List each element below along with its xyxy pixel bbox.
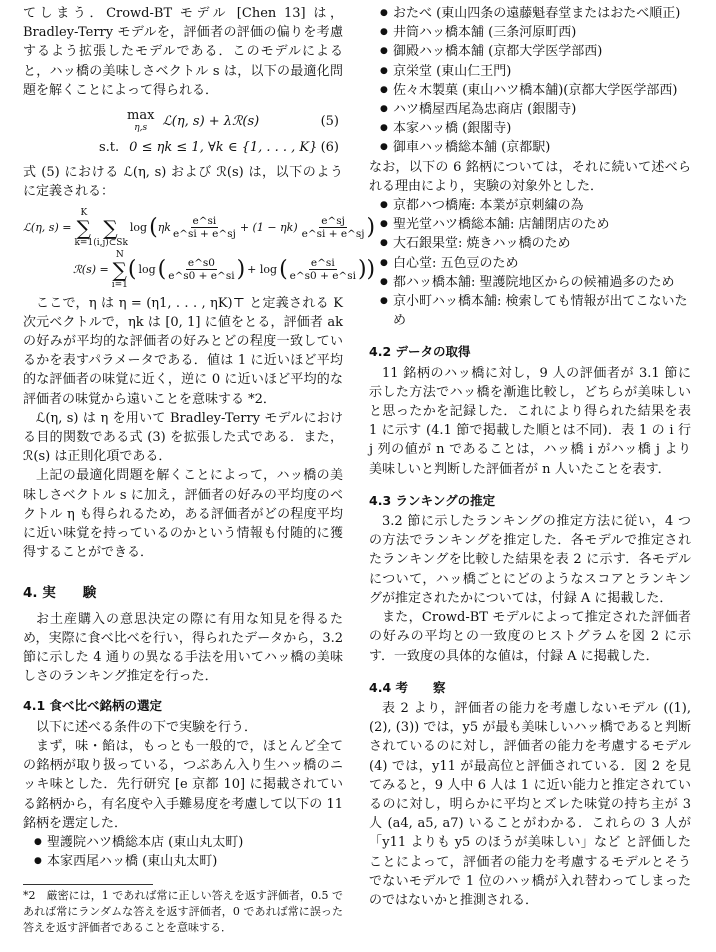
equation-number: (5)	[320, 114, 339, 130]
equation-R: ℛ(s) = N ∑ i=1 ( log ( $\frac{e\^{}s0}{e\^{}s0 + e\^{}si}$ ) + log ( $\frac{e\^{}si}{e\^{}s0 + e\^{}si}$ ))	[73, 249, 376, 290]
paragraph: まず，味・餡は，もっとも一般的で，ほとんど全ての銘柄が取り扱っている，つぶあん入り生ハッ橋のニッキ味とした．先行研究 [e 京都 10] に掲載されている銘柄から，有名度や入手難易度を考慮して以下の 11 銘柄を選定した．	[23, 738, 343, 831]
sum-symbol: K ∑ k=1	[74, 207, 94, 248]
excluded-brand-list	[369, 196, 691, 330]
section-heading: 4. 実 験	[23, 585, 97, 602]
paragraph: 3.2 節に示したランキングの推定方法に従い，4 つの方法でランキングを推定した．各モデルで推定されたランキングを比較した結果を表 2 に示す．各モデルについて，ハッ橋ごとにどのようなスコアとランキングが推定されたかについては，付録 A に掲載した．	[369, 514, 691, 606]
subsection-heading: 4.3 ランキングの推定	[369, 492, 496, 508]
paragraph: 上記の最適化問題を解くことによって，ハッ橋の美味しさベクトル s に加え，評価者の好みの平均度のベクトル η も得られるため，ある評価者がどの程度平均に近い味覚を持っているのかという情報も付随的に獲得することができる．	[23, 468, 343, 561]
right-column	[369, 4, 691, 910]
log-label: log	[138, 263, 156, 277]
left-column	[23, 4, 376, 871]
equation-5	[23, 110, 343, 134]
subsection-heading: 4.1 食べ比べ銘柄の選定	[23, 698, 162, 714]
paragraph: また，Crowd-BT モデルによって推定された評価者の好みの平均との一致度のヒストグラムを図 2 に示す．一致度の具体的な値は，付録 A に掲載した．	[369, 610, 691, 664]
eq5-body: ℒ(η, s) + λℛ(s)	[162, 114, 260, 130]
paragraph: なお，以下の 6 銘柄については，それに続いて述べられる理由により，実験の対象外とした．	[369, 159, 691, 194]
log-label: log	[129, 221, 148, 235]
eqL-lhs: ℒ(η, s) =	[23, 221, 72, 235]
eq6-body: 0 ≤ ηk ≤ 1, ∀k ∈ {1, . . . , K}	[129, 140, 318, 156]
list-item: ● 京栄堂 (東山仁王門)	[369, 62, 691, 81]
eq6-st: s.t.	[99, 140, 120, 156]
list-item: ● 御殿ハッ橋本舗 (京都大学医学部西)	[369, 42, 691, 61]
paragraph: てしまう．Crowd-BT モデル [Chen 13] は，Bradley-Terry モデルを，評価者の評価の偏りを考慮するよう拡張したモデルである．このモデルによると，ハッ橋の美味しさベクトル s は，以下の最適化問題を解くことによって得られる．	[23, 6, 343, 98]
brand-list	[23, 833, 343, 871]
list-item: ● 御車ハッ橋総本舗 (京都駅)	[369, 138, 691, 157]
list-item: ● 聖光堂ハツ橋総本舗: 店舗閉店のため	[369, 215, 691, 234]
brand-list	[369, 4, 691, 158]
equation-L: ℒ(η, s) = K ∑ k=1 ∑ (i,j)⊂Sk log ( ηk $\frac{e\^{}si}{e\^{}si + e\^{}sj}$ + (1 − ηk) $\frac{e\^{}sj}{e\^{}si + e\^{}sj}$ )	[23, 207, 376, 248]
sum-symbol: N ∑ i=1	[111, 249, 128, 290]
equation-number: (6)	[320, 140, 339, 156]
eq5-subscript: η,s	[134, 123, 148, 134]
paragraph: 表 2 より，評価者の能力を考慮しないモデル ((1), (2), (3)) では，y5 が最も美味しいハッ橋であると判断されているのに対し，評価者の能力を考慮するモデル (4) では，y11 が最高位と評価されている．図 2 を見てみると，9 人中 6 人は 1 に近い能力と推定されているのに対し，明らかに平均とズレた味覚の持ち主が 3 人 (a4, a5, a7) いることがわかる．これらの 3 人が「y11 よりも y5 のほうが美味しい」など と評価したことによって，評価者の能力を考慮するモデルとそうでないモデルで 1 位のハッ橋が入れ替わってしまったのではないかと推測される．	[369, 700, 691, 908]
eqR-lhs: ℛ(s) =	[73, 263, 109, 277]
list-item: ● ハツ橋屋西尾為忠商店 (銀閣寺)	[369, 100, 691, 119]
paragraph: ここで，η は η = (η1, . . . , ηK)⊤ と定義される K 次元ベクトルで，ηk は [0, 1] に値をとる，評価者 ak の好みが平均的な評価者の好みとどの程度一致しているかを表すパラメータである．値は 1 に近いほど平均的な評価者の味覚に近く，逆に 0 に近いほど平均的な評価者の味覚から遠いことを意味する *2．	[23, 295, 343, 407]
footnote: *2 厳密には，1 であれば常に正しい答えを返す評価者，0.5 であれば常にランダムな答えを返す評価者，0 であれば常に誤った答えを返す評価者であることを意味する．	[23, 889, 343, 934]
list-item: ● 白心堂: 五色豆のため	[369, 254, 691, 273]
list-item: ● 本家ハッ橋 (銀閣寺)	[369, 119, 691, 138]
list-item: ● 井筒ハッ橋本舗 (三条河原町西)	[369, 23, 691, 42]
subsection-heading: 4.4 考 察	[369, 679, 446, 695]
sum-symbol: ∑ (i,j)⊂Sk	[93, 215, 128, 248]
paragraph: 式 (5) における ℒ(η, s) および ℛ(s) は，以下のように定義される：	[23, 165, 343, 200]
list-item: ● おたべ (東山四条の遠藤魁春堂またはおたべ順正)	[369, 4, 691, 23]
list-item: ● 本家西尾ハッ橋 (東山丸太町)	[23, 852, 343, 871]
list-item: ● 京都ハつ橋庵: 本業が京刺繍の為	[369, 196, 691, 215]
footnote-rule	[23, 884, 153, 885]
list-item: ● 佐々木製菓 (東山ハツ橋本舗)(京都大学医学部西)	[369, 81, 691, 100]
equation-6	[23, 138, 343, 157]
fraction: $\frac{e\^{}s0}{e\^{}s0 + e\^{}si}$	[168, 257, 235, 283]
paragraph: ℒ(η, s) は η を用いて Bradley-Terry モデルにおける目的関数である式 (3) を拡張した式である．また，ℛ(s) は正則化項である．	[23, 410, 343, 465]
paragraph: 以下に述べる条件の下で実験を行う．	[36, 719, 258, 735]
list-item: ● 大石銀果堂: 焼きハッ橋のため	[369, 234, 691, 253]
subsection-heading: 4.2 データの取得	[369, 344, 471, 360]
list-item: ● 聖護院ハツ橋総本店 (東山丸太町)	[23, 833, 343, 852]
paragraph: お土産購入の意思決定の際に有用な知見を得るため，実際に食べ比べを行い，得られたデータから，3.2 節に示した 4 通りの異なる手法を用いてハッ橋の美味しさのランキング推定を行った．	[23, 611, 343, 685]
list-item: ● 京小町ハッ橋本舗: 検索しても情報が出てこないため	[369, 292, 691, 330]
list-item: ● 都ハッ橋本舗: 聖護院地区からの候補過多のため	[369, 273, 691, 292]
fraction: $\frac{e\^{}si}{e\^{}si + e\^{}sj}$	[172, 215, 236, 241]
paragraph: 11 銘柄のハッ橋に対し，9 人の評価者が 3.1 節に示した方法でハッ橋を漸進比較し，どちらが美味しいと思ったかを記録した．これにより得られた結果を表 1 に示す (4.1 節で掲載した順とは不同)．表 1 の i 行 j 列の値が n であることは，ハッ橋 i がハッ橋 j より美味しいと判断した評価者が n 人いたことを表す．	[369, 365, 691, 477]
eq5-max: max	[127, 108, 155, 124]
fraction: $\frac{e\^{}sj}{e\^{}si + e\^{}sj}$	[301, 215, 365, 241]
fraction: $\frac{e\^{}si}{e\^{}s0 + e\^{}si}$	[289, 257, 356, 283]
